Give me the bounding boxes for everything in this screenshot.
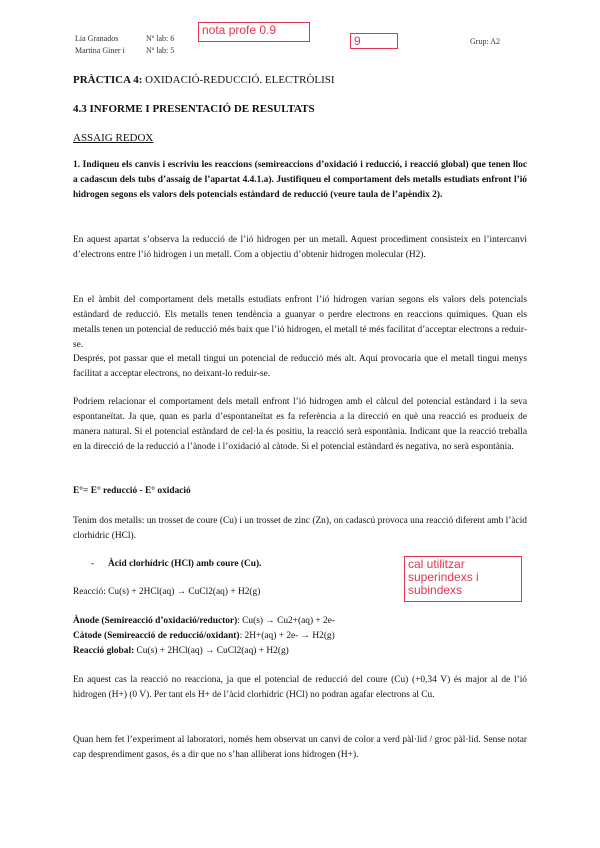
subsection-title: ASSAIG REDOX	[73, 132, 154, 144]
cathode-line	[73, 629, 335, 644]
practice-title	[73, 74, 335, 86]
potential-formula: E°= E° reducció - E° oxidació	[73, 486, 191, 496]
superscript-note-annotation[interactable]: cal utilitzar superindexs i subindexs	[404, 556, 522, 602]
global-label: Reacció global:	[73, 646, 135, 656]
paragraph-6: Quan hem fet l’experiment al laboratori, només hem observat un canvi de color a verd pàl·lid / groc pàl·lid. Sense notar cap desprendiment gasos, és a dir que no s’han alliberat ions hidrogen (H+).	[73, 735, 527, 760]
bullet-dash: -	[91, 559, 95, 569]
group-label: Grup: A2	[470, 37, 500, 46]
paragraph-5: En aquest cas la reacció no reacciona, ja que el potencial de reducció del coure (Cu) (+0,34 V) és major al de l’ió hidrogen (H+) (0 V). Per tant els H+ de l’àcid clorhídric (HCl) no podran agafar electrons al Cu.	[73, 675, 527, 700]
practice-title-bold: PRÀCTICA 4:	[73, 74, 143, 86]
cathode-label: Càtode (Semireacció de reducció/oxidant)	[73, 631, 240, 641]
lab-number-2: Nº lab: 5	[146, 46, 175, 55]
global-equation: Cu(s) + 2HCl(aq) → CuCl2(aq) + H2(g)	[134, 646, 289, 656]
paragraph-2a: En el àmbit del comportament dels metalls estudiats enfront l’ió hidrogen varian segons els valors dels potencials estàndard de reducció. Els metalls tenen tendència a guanyar o perdre electrons en reaccions químiques. Quan els metalls tenen un potencial de reducció més baix que l’ió hidrogen, el metall té més facilitat d’acceptar electrons a reduir-se.	[73, 295, 527, 350]
bullet-title: Àcid clorhídric (HCl) amb coure (Cu).	[108, 559, 262, 569]
anode-line	[73, 614, 335, 629]
paragraph-3: Podriem relacionar el comportament dels metall enfront l’ió hidrogen amb el càlcul del potencial estàndard i la seva espontaneïtat. Ja que, quan es parla d’espontaneïtat es fa referència a la direcció en què una reacció es produeix de manera natural. Si el potencial estàndard de cel·la és positiu, la reacció serà espontània. Indicant que la reacció treballa en la direcció de la reducció a l’ànode i l’oxidació al càtode. Si el potencial estàndard és negativa, no serà espontània.	[73, 397, 527, 452]
reaction-line: Reacció: Cu(s) + 2HCl(aq) → CuCl2(aq) + H2(g)	[73, 587, 261, 597]
student-name-1: Lia Granados	[75, 34, 119, 43]
section-title: 4.3 INFORME I PRESENTACIÓ DE RESULTATS	[73, 103, 315, 115]
paragraph-4: Tenim dos metalls: un trosset de coure (Cu) i un trosset de zinc (Zn), on cadascú provoca una reacció diferent amb l’àcid clorhídric (HCl).	[73, 516, 527, 541]
lab-number-1: Nº lab: 6	[146, 34, 175, 43]
paragraph-1: En aquest apartat s’observa la reducció de l’ió hidrogen per un metall. Aquest procediment consisteix en l’intercanvi d’electrons entre l’ió hidrogen i un metall. Com a objectiu d’obtenir hidrogen molecular (H2).	[73, 235, 527, 260]
practice-title-rest: OXIDACIÓ-REDUCCIÓ. ELECTRÒLISI	[142, 74, 335, 86]
question-1: 1. Indiqueu els canvis i escriviu les reaccions (semireaccions d’oxidació i reducció, i reacció global) que tenen lloc a cadascun dels tubs d’assaig de l’apartat 4.4.1.a). Justifiqueu el comportament dels metalls estudiats enfront l’ió hidrogen segons els valors dels potencials estàndard de reducció (veure taula de l’apèndix 2).	[73, 160, 527, 200]
student-name-2: Martina Giner i	[75, 46, 125, 55]
anode-label: Ànode (Semireacció d’oxidació/reductor)	[73, 616, 238, 626]
global-reaction-line	[73, 644, 289, 659]
paragraph-2b: Després, pot passar que el metall tingui un potencial de reducció més alt. Aquí provocaria que el metall tingui menys facilitat a acceptar electrons, no deixant-lo reduir-se.	[73, 354, 527, 379]
grade-note-annotation[interactable]: nota profe 0.9	[198, 22, 310, 42]
anode-equation: : Cu(s) → Cu2+(aq) + 2e-	[237, 616, 336, 626]
cathode-equation: : 2H+(aq) + 2e- → H2(g)	[239, 631, 335, 641]
score-annotation[interactable]: 9	[350, 33, 398, 49]
